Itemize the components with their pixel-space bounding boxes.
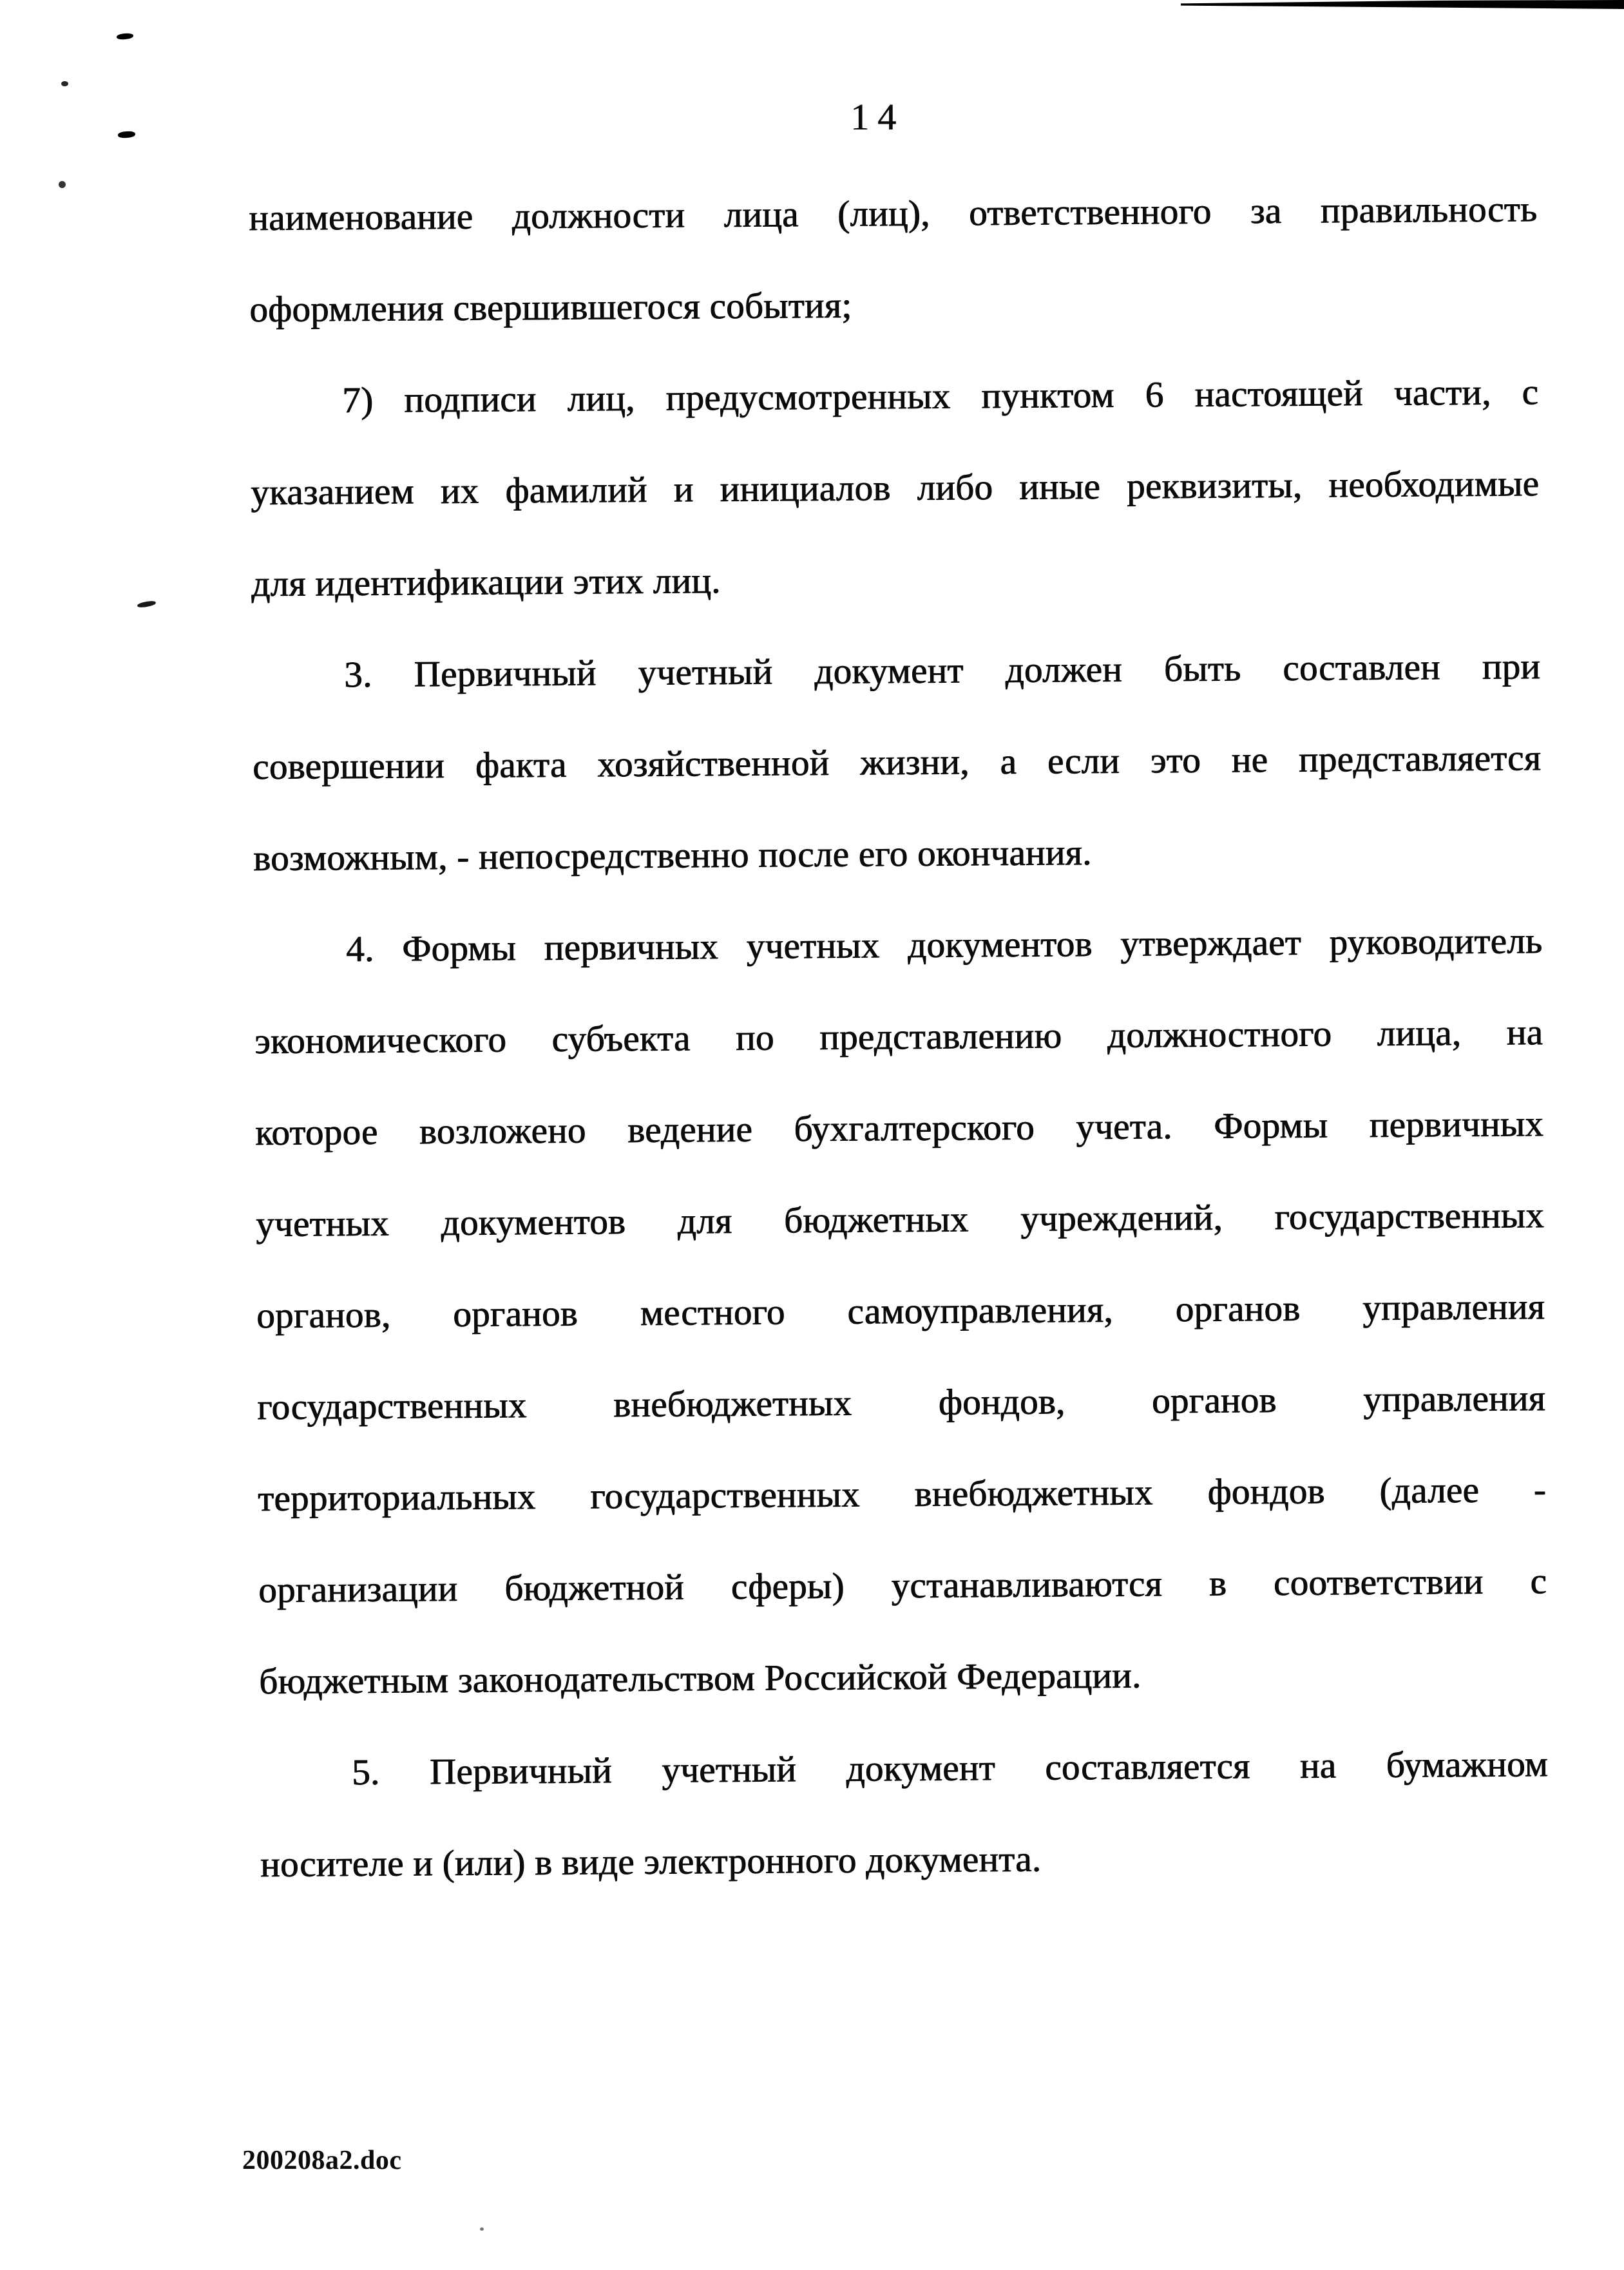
text-line: наименование должности лица (лиц), ответственного за правильность [248,189,1538,239]
text-line: для идентификации этих лиц. [251,560,721,605]
text-line: организации бюджетной сферы) устанавливаются в соответствии с [258,1561,1547,1610]
text-line: оформления свершившегося события; [249,285,852,330]
text-line: возможным, - непосредственно после его окончания. [253,832,1092,879]
scan-speck [137,600,157,609]
text-line: 3. Первичный учетный документ должен быть составлен при [343,646,1541,696]
text-line: 7) подписи лиц, предусмотренных пунктом 6 настоящей части, с [341,372,1539,421]
text-line: указанием их фамилий и инициалов либо иные реквизиты, необходимые [250,463,1540,513]
text-line: бюджетным законодательством Российской Федерации. [258,1655,1142,1702]
document-body [249,164,1549,1911]
text-line: учетных документов для бюджетных учреждений, государственных [255,1195,1545,1245]
text-line: носителе и (или) в виде электронного документа. [260,1838,1042,1885]
scan-speck [59,181,66,188]
scan-edge-artifact [1181,0,1624,9]
scan-speck [117,33,134,40]
footer-filename: 200208a2.doc [242,2146,402,2175]
scan-speck [480,2227,484,2231]
page-number: 14 [850,96,904,138]
text-line: совершении факта хозяйственной жизни, а если это не представляется [252,738,1542,788]
text-line: территориальных государственных внебюджетных фондов (далее - [257,1469,1547,1519]
text-line: органов, органов местного самоуправления, органов управления [256,1286,1545,1336]
text-line: государственных внебюджетных фондов, органов управления [256,1378,1546,1427]
text-line: 4. Формы первичных учетных документов утверждает руководитель [345,920,1543,970]
scan-speck [61,81,68,86]
text-line: экономического субъекта по представлению должностного лица, на [254,1012,1543,1062]
scan-speck [118,131,136,138]
text-line: которое возложено ведение бухгалтерского учета. Формы первичных [254,1103,1544,1153]
text-line: 5. Первичный учетный документ составляется на бумажном [351,1744,1549,1793]
